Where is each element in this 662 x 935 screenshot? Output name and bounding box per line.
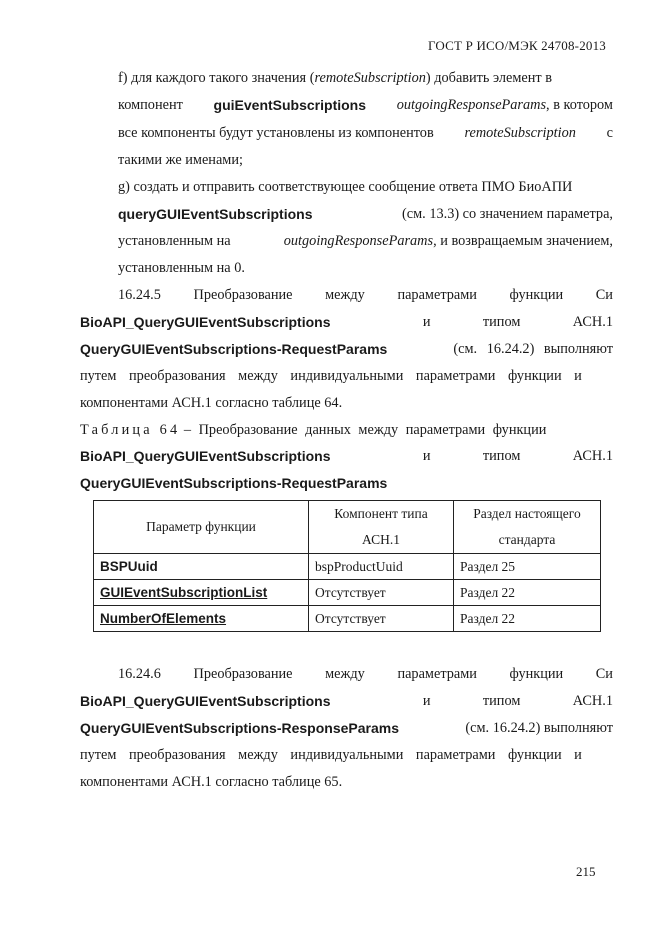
section-cell: Раздел 25 [454,554,601,580]
item-f-line-4: такими же именами; [118,152,243,168]
running-header: ГОСТ Р ИСО/МЭК 24708-2013 [427,38,606,53]
item-g-line-4: установленным на 0. [118,260,245,276]
item-g-line-3: установленным на outgoingResponseParams, и возвращаемым значением, [118,233,613,249]
section-16-24-5-line-4: путем преобразования между индивидуальными параметрами функции и [80,368,582,384]
item-g-line-2: queryGUIEventSubscriptions (см. 13.3) со значением параметра, [118,206,613,222]
item-f-line-2: компонент guiEventSubscriptions outgoingResponseParams, в котором [118,97,613,113]
component-cell: Отсутствует [309,606,454,632]
table-64-caption-line-2: BioAPI_QueryGUIEventSubscriptions и типом АСН.1 [80,448,613,464]
section-16-24-6-heading: 16.24.6 Преобразование между параметрами функции Си [118,666,613,682]
table-64-caption-line-3: QueryGUIEventSubscriptions-RequestParams [80,475,388,491]
table-row [94,554,601,580]
section-16-24-6-line-5: компонентами АСН.1 согласно таблице 65. [80,774,343,790]
item-f-line-3: все компоненты будут установлены из компонентов remoteSubscription с [118,125,613,141]
item-f-line-1: f) для каждого такого значения (remoteSubscription) добавить элемент в [118,70,553,86]
section-cell: Раздел 22 [454,606,601,632]
table-64-caption: Таблица 64 – Преобразование данных между параметрами функции [80,422,547,438]
col-header-parameter: Параметр функции [94,501,309,554]
section-16-24-5-line-3: QueryGUIEventSubscriptions-RequestParams (см. 16.24.2) выполняют [80,341,613,357]
table-64 [93,500,601,632]
section-16-24-6-line-2: BioAPI_QueryGUIEventSubscriptions и типом АСН.1 [80,693,613,709]
page-number: 215 [576,864,596,879]
param-cell: GUIEventSubscriptionList [94,580,309,606]
table-row [94,580,601,606]
table-header-row [94,501,601,554]
col-header-section: Раздел настоящего стандарта [454,501,601,554]
component-cell: bspProductUuid [309,554,454,580]
param-cell: BSPUuid [94,554,309,580]
section-cell: Раздел 22 [454,580,601,606]
section-16-24-6-line-4: путем преобразования между индивидуальными параметрами функции и [80,747,582,763]
col-header-component: Компонент типа АСН.1 [309,501,454,554]
section-16-24-5-line-2: BioAPI_QueryGUIEventSubscriptions и типом АСН.1 [80,314,613,330]
component-cell: Отсутствует [309,580,454,606]
section-16-24-5-line-5: компонентами АСН.1 согласно таблице 64. [80,395,343,411]
table-row [94,606,601,632]
item-g-line-1: g) создать и отправить соответствующее сообщение ответа ПМО БиоАПИ [118,179,573,195]
section-16-24-5-heading: 16.24.5 Преобразование между параметрами функции Си [118,287,613,303]
section-16-24-6-line-3: QueryGUIEventSubscriptions-ResponseParams (см. 16.24.2) выполняют [80,720,613,736]
param-cell: NumberOfElements [94,606,309,632]
